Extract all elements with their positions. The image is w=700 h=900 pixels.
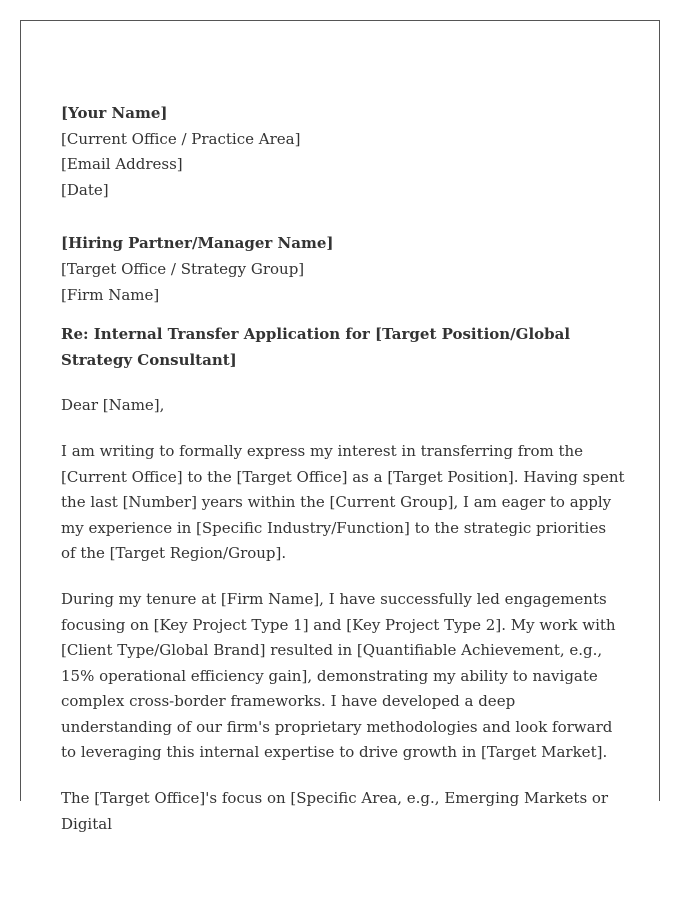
recipient-name: [Hiring Partner/Manager Name]: [61, 234, 334, 253]
body-paragraph-1: I am writing to formally express my interest in transferring from the [Current Office] to the [Target Office] as a [Target Position]. Having spent the last [Number] years within the [Current Group], I am eager to apply my experience in [Specific Industry/Function] to the strategic priorities of the [Target Region/Group].: [61, 441, 625, 563]
letter-page: [20, 20, 660, 833]
recipient-office: [Target Office / Strategy Group]: [61, 259, 305, 278]
sender-name: [Your Name]: [61, 104, 168, 122]
body-paragraph-2: During my tenure at [Firm Name], I have successfully led engagements focusing on [Key Project Type 1] and [Key Project Type 2]. My work with [Client Type/Global Brand] resulted in [Quantifiable Achievement, e.g., 15% operational efficiency gain], demonstrating my ability to navigate complex cross-border frameworks. I have developed a deep understanding of our firm's proprietary methodologies and look forward to leveraging this internal expertise to drive growth in [Target Market].: [61, 589, 616, 762]
sender-email: [Email Address]: [61, 155, 183, 174]
letter-content: [61, 101, 625, 857]
sender-office: [Current Office / Practice Area]: [61, 129, 301, 148]
sender-date: [Date]: [61, 180, 109, 199]
body-paragraph-3: The [Target Office]'s focus on [Specific Area, e.g., Emerging Markets or Digital: [61, 789, 609, 833]
subject-line: Re: Internal Transfer Application for [Target Position/Global Strategy Consultant]: [61, 325, 571, 369]
sender-block: [61, 101, 625, 203]
recipient-block: [61, 231, 625, 308]
recipient-firm: [Firm Name]: [61, 285, 160, 304]
salutation: Dear [Name],: [61, 396, 165, 415]
